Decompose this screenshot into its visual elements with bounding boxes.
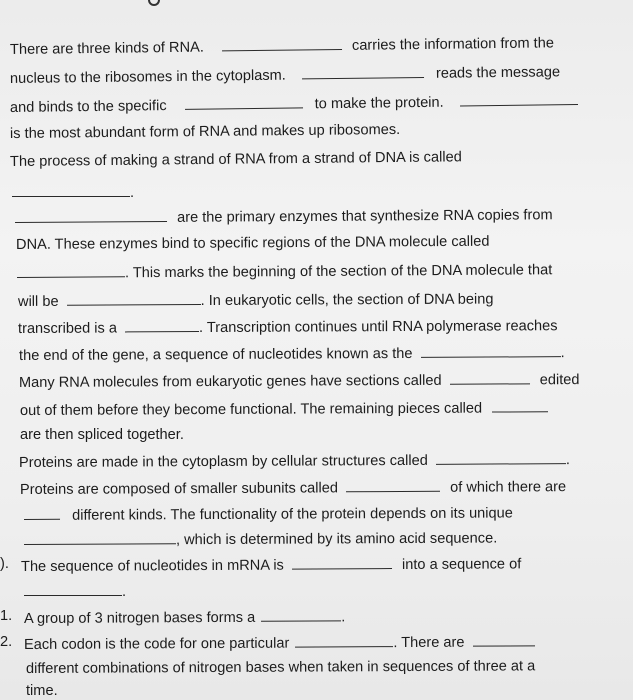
line-23 [24,631,535,654]
line-10 [18,289,494,311]
line-16 [19,449,570,472]
blank-6[interactable] [15,207,167,223]
cropped-mark [148,0,160,6]
text: the end of the gene, a sequence of nucleotides known as the [18,345,413,364]
blank-5[interactable] [12,182,130,197]
text: . [130,185,135,201]
line-15 [20,426,184,444]
text: The sequence of nucleotides in mRNA is [20,557,284,575]
line-7 [15,204,553,228]
line-22 [24,606,345,628]
line-5 [10,148,462,171]
blank-1[interactable] [222,35,342,51]
text: of which there are [450,479,567,496]
line-17 [20,476,566,499]
blank-15[interactable] [24,505,60,520]
line-3 [10,90,578,117]
line-4 [10,121,400,143]
line-12 [19,342,565,365]
text: . This marks the beginning of the section of the DNA molecule that [124,262,553,282]
text: Proteins are made in the cytoplasm by cellular structures called [18,452,428,471]
text: DNA. These enzymes bind to specific regions of the DNA molecule called [15,233,490,253]
text: , which is determined by its amino acid sequence. [175,530,498,549]
line-20 [21,553,521,576]
line-8 [16,233,490,254]
line-1 [10,32,554,59]
text: nucleus to the ribosomes in the cytoplasm. [9,67,286,87]
blank-12[interactable] [492,397,548,412]
blank-10[interactable] [421,342,561,358]
blank-2[interactable] [302,63,424,79]
text: A group of 3 nitrogen bases forms a [23,609,256,627]
text: reads the message [435,64,561,82]
text: to make the protein. [314,94,444,113]
text: Proteins are composed of smaller subunits called [19,480,339,498]
item-number-10: ). [0,556,9,572]
line-24 [26,657,535,678]
text: time. [26,683,58,699]
text: . There are [393,634,465,652]
text: . [341,609,346,626]
text: . Transcription continues until RNA polymerase reaches [198,318,558,337]
line-19 [24,528,497,550]
text: carries the information from the [351,35,555,54]
blank-4[interactable] [460,90,578,106]
blank-9[interactable] [125,317,199,332]
text: . [560,345,565,362]
text: edited [539,372,580,389]
line-2 [10,61,560,88]
blank-16[interactable] [24,529,176,545]
blank-21[interactable] [472,631,534,646]
text: different kinds. The functionality of the protein depends on its unique [72,505,513,524]
line-11 [18,315,558,338]
text: are the primary enzymes that synthesize RNA copies from [177,207,553,226]
blank-20[interactable] [295,632,393,648]
text: will be [17,293,59,310]
blank-13[interactable] [436,449,566,465]
text: . [565,452,570,469]
blank-14[interactable] [346,477,440,492]
line-18 [24,502,513,525]
blank-3[interactable] [185,93,303,109]
text: The process of making a strand of RNA from a strand of DNA is called [9,149,462,170]
text: and binds to the specific [9,98,167,116]
item-number-11: 1. [0,608,13,624]
blank-8[interactable] [67,290,201,306]
text: There are three kinds of RNA. [9,39,204,58]
text: Many RNA molecules from eukaryotic genes have sections called [18,372,442,391]
item-number-12: 2. [0,634,13,650]
text: is the most abundant form of RNA and makes up ribosomes. [9,121,401,142]
line-21 [24,581,126,601]
line-6 [12,182,134,202]
text: . In eukaryotic cells, the section of DNA being [200,291,494,310]
blank-18[interactable] [24,581,122,596]
text: Each codon is the code for one particular [23,635,290,653]
text: . [122,584,127,600]
text: out of them before they become functional. The remaining pieces called [19,400,483,419]
line-13 [19,369,580,392]
text: into a sequence of [401,556,522,574]
blank-11[interactable] [450,369,530,384]
text: different combinations of nitrogen bases when taken in sequences of three at a [25,658,536,677]
line-9 [17,259,552,283]
line-25 [26,682,58,700]
blank-7[interactable] [17,262,125,278]
text: transcribed is a [17,320,118,337]
blank-19[interactable] [261,606,341,621]
text: are then spliced together. [20,427,184,443]
blank-17[interactable] [292,554,392,570]
line-14 [20,397,548,420]
